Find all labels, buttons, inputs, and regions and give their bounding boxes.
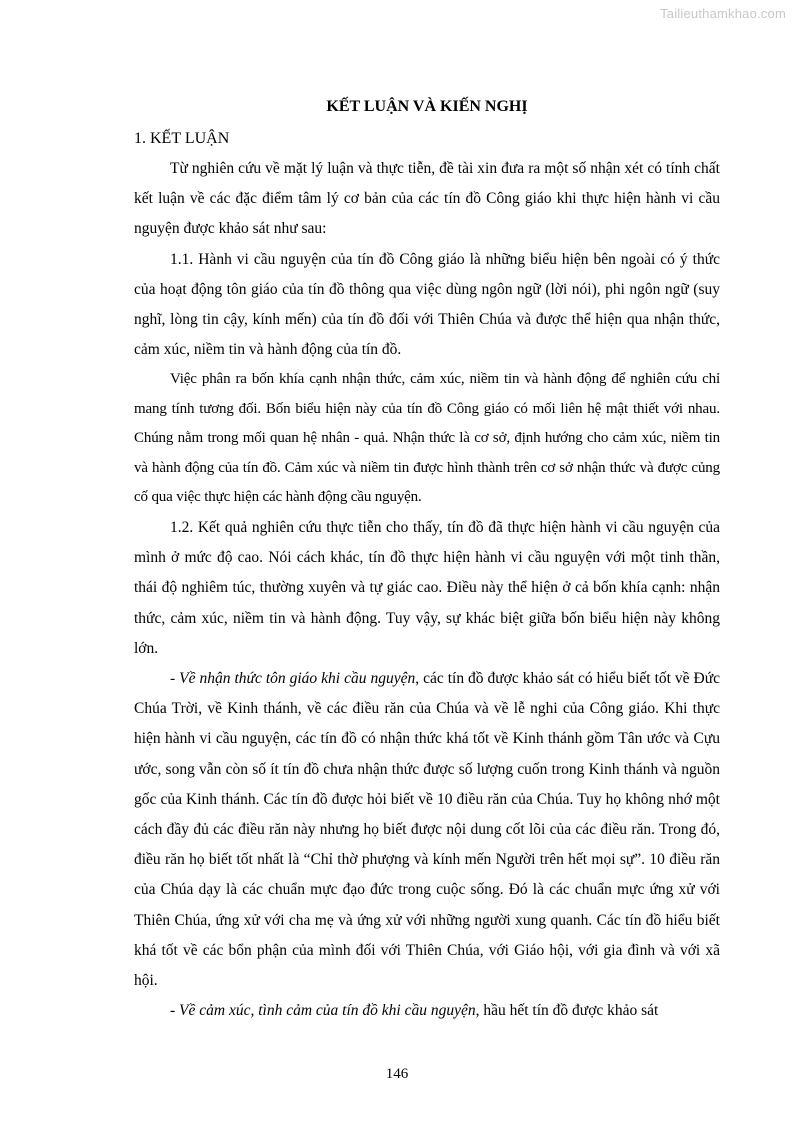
- italic-lead: - Về nhận thức tôn giáo khi cầu nguyện: [170, 669, 416, 687]
- paragraph-emotion: - Về cảm xúc, tình cảm của tín đồ khi cầu nguyện, hầu hết tín đồ được khảo sát: [170, 1002, 659, 1020]
- paragraph-aspects: Việc phân ra bốn khía cạnh nhận thức, cảm xúc, niềm tin và hành động để nghiên cứu chỉ mang tính tương đối. Bốn biểu hiện này của tín đồ Công giáo có mối liên hệ mật thiết với nhau. Chúng nằm trong mối quan hệ nhân - quả. Nhận thức là cơ sở, định hướng cho cảm xúc, niềm tin và hành động của tín đồ. Cảm xúc và niềm tin được hình thành trên cơ sở nhận thức và được củng cố qua việc thực hiện các hành động cầu nguyện.: [134, 371, 720, 506]
- paragraph-1-2: 1.2. Kết quả nghiên cứu thực tiễn cho thấy, tín đồ đã thực hiện hành vi cầu nguyện của mình ở mức độ cao. Nói cách khác, tín đồ thực hiện hành vi cầu nguyện với một tinh thần, thái độ nghiêm túc, thường xuyên và tự giác cao. Điều này thể hiện ở cả bốn khía cạnh: nhận thức, cảm xúc, niềm tin và hành động. Tuy vậy, sự khác biệt giữa bốn biểu hiện này không lớn.: [134, 518, 720, 657]
- watermark: Tailieuthamkhao.com: [660, 6, 786, 21]
- page-number: 146: [385, 1066, 409, 1082]
- paragraph-1-1: 1.1. Hành vi cầu nguyện của tín đồ Công giáo là những biểu hiện bên ngoài có ý thức của hoạt động tôn giáo của tín đồ thông qua việc dùng ngôn ngữ (lời nói), phi ngôn ngữ (suy nghĩ, lòng tin cậy, kính mến) của tín đồ đối với Thiên Chúa và được thể hiện qua nhận thức, cảm xúc, niềm tin và hành động của tín đồ.: [134, 250, 720, 359]
- section-heading: 1. KẾT LUẬN: [134, 130, 230, 147]
- page-title: KẾT LUẬN VÀ KIẾN NGHỊ: [326, 98, 528, 115]
- paragraph-intro: Từ nghiên cứu về mặt lý luận và thực tiễn, đề tài xin đưa ra một số nhận xét có tính chất kết luận về các đặc điểm tâm lý cơ bản của các tín đồ Công giáo khi thực hiện hành vi cầu nguyện được khảo sát như sau:: [134, 160, 720, 238]
- page-body: [134, 94, 720, 1026]
- italic-lead: - Về cảm xúc, tình cảm của tín đồ khi cầu nguyện: [170, 1002, 476, 1020]
- paragraph-cognition: - Về nhận thức tôn giáo khi cầu nguyện, các tín đồ được khảo sát có hiểu biết tốt về Đức Chúa Trời, về Kinh thánh, về các điều răn của Chúa và về lễ nghi của Công giáo. Khi thực hiện hành vi cầu nguyện, các tín đồ có nhận thức khá tốt về Kinh thánh gồm Tân ước và Cựu ước, song vẫn còn số ít tín đồ chưa nhận thức được số lượng cuốn trong Kinh thánh và nguồn gốc của Kinh thánh. Các tín đồ được hỏi biết về 10 điều răn của Chúa. Tuy họ không nhớ một cách đầy đủ các điều răn này nhưng họ biết được nội dung cốt lõi của các điều răn. Trong đó, điều răn họ biết tốt nhất là “Chỉ thờ phượng và kính mến Người trên hết mọi sự”. 10 điều răn của Chúa dạy là các chuẩn mực đạo đức trong cuộc sống. Đó là các chuẩn mực ứng xử với Thiên Chúa, ứng xử với cha mẹ và ứng xử với những người xung quanh. Các tín đồ hiểu biết khá tốt về các bổn phận của mình đối với Thiên Chúa, với Giáo hội, với gia đình và với xã hội.: [134, 669, 720, 989]
